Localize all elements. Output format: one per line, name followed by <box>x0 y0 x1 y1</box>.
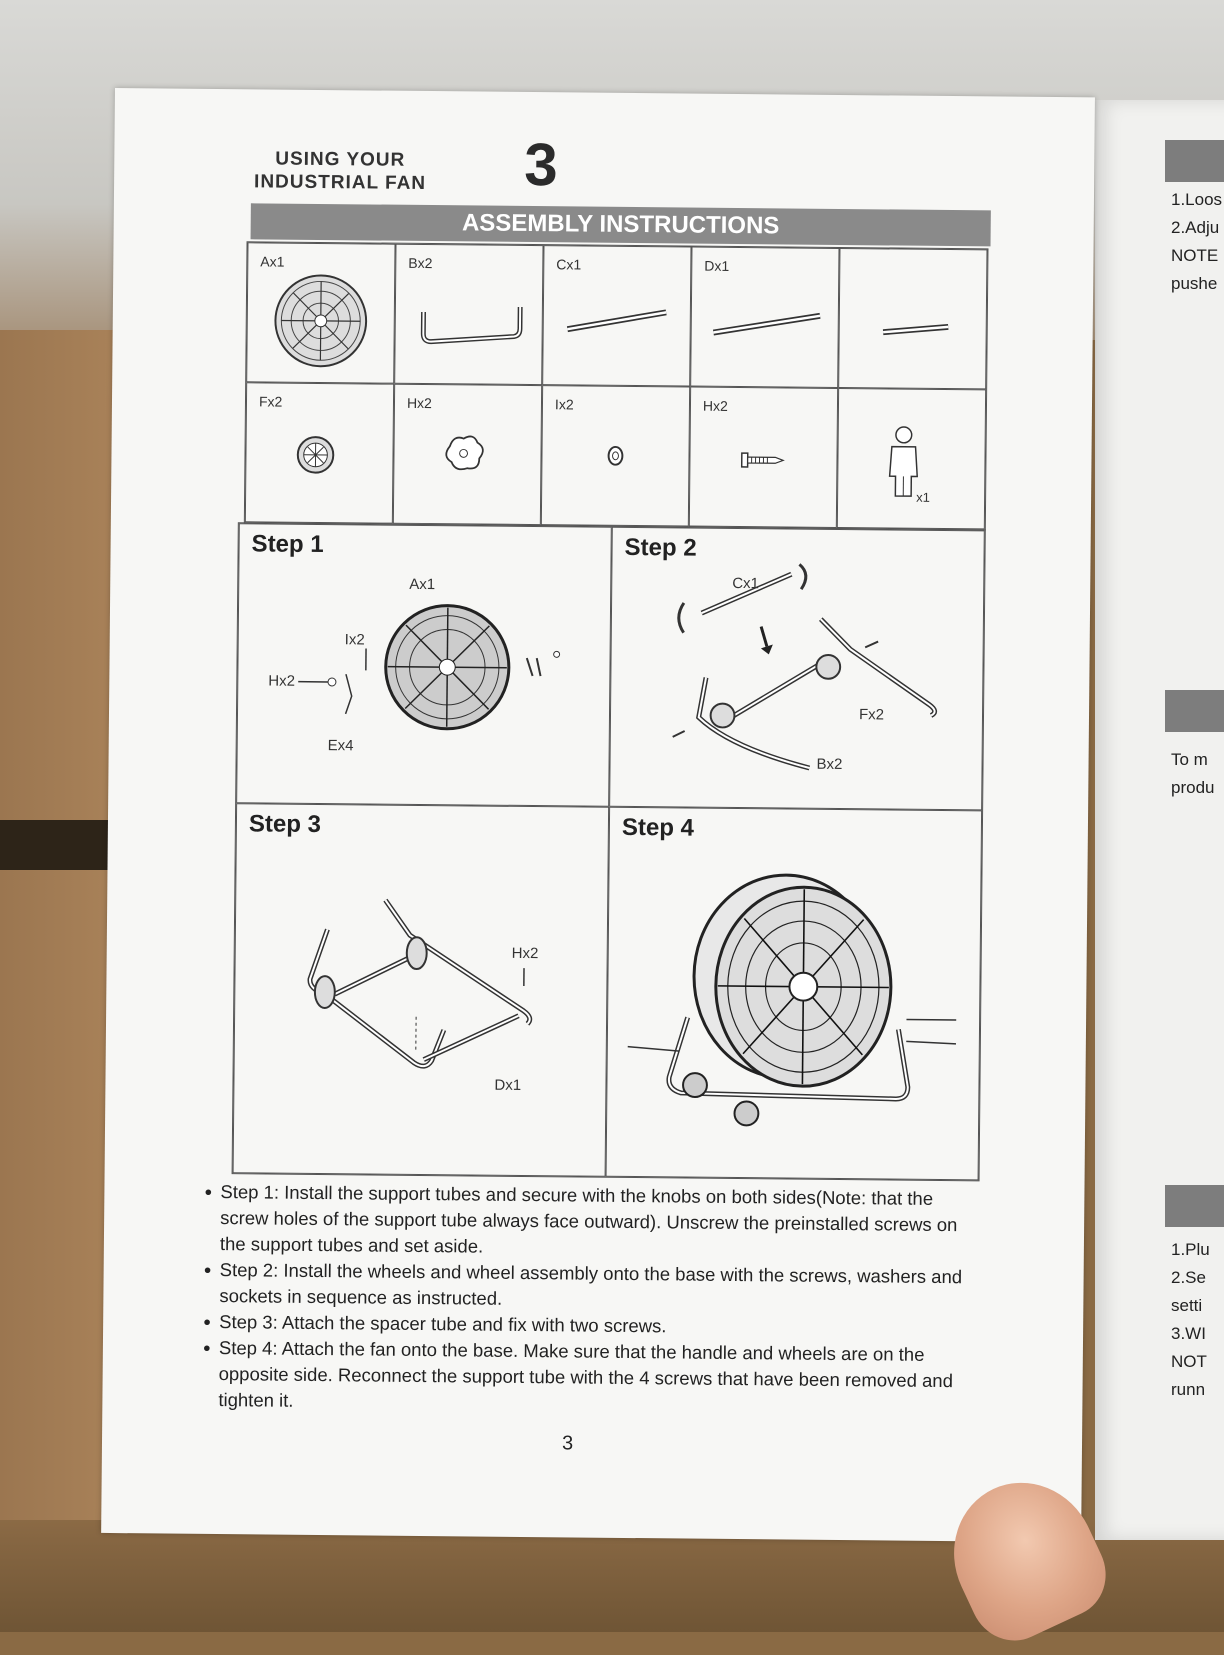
next-page-text: NOTE <box>1171 246 1218 266</box>
part-cell <box>689 387 838 528</box>
next-page-text: 1.Plu <box>1171 1240 1210 1260</box>
part-cell <box>394 244 543 385</box>
instruction-step-4: ● Step 4: Attach the fan onto the base. Make sure that the handle and wheels are on the opposite side. Reconnect the support tube with the 4 screws that have been removed and tighten it. <box>202 1335 983 1420</box>
step-2-label-cx1: Cx1 <box>732 575 759 592</box>
step-2-label-fx2: Fx2 <box>859 706 884 723</box>
next-page-text: 2.Se <box>1171 1268 1206 1288</box>
step-2-label-bx2: Bx2 <box>816 756 842 773</box>
part-cell <box>690 247 839 388</box>
step-1-title: Step 1 <box>251 530 323 559</box>
steps-grid <box>232 522 986 1181</box>
next-page-text: pushe <box>1171 274 1217 294</box>
part-cell <box>542 245 691 386</box>
knob-icon <box>394 385 541 524</box>
instruction-step-2: ● Step 2: Install the wheels and wheel assembly onto the base with the screws, washers and sockets in sequence as instructed. <box>203 1257 983 1316</box>
wheel-icon <box>246 383 393 522</box>
fan-head-icon <box>247 243 394 382</box>
step-2-title: Step 2 <box>624 534 696 563</box>
big-page-number: 3 <box>524 130 558 199</box>
next-page-text: 3.WI <box>1171 1324 1206 1344</box>
washer-icon <box>542 386 689 525</box>
footer-page-number: 3 <box>562 1432 573 1455</box>
section-title-line2: INDUSTRIAL FAN <box>254 170 426 195</box>
parts-table <box>244 241 989 530</box>
instructions-list <box>202 1179 984 1420</box>
step-1-label-ax1: Ax1 <box>409 576 435 593</box>
part-cell <box>541 385 690 526</box>
part-cell <box>245 382 394 523</box>
next-page-bar <box>1165 690 1224 732</box>
step-4-diagram <box>607 808 982 1180</box>
step-3-title: Step 3 <box>249 810 321 839</box>
next-page-bar <box>1165 140 1224 182</box>
next-page-text: produ <box>1171 778 1214 798</box>
part-label: Ax1 <box>260 253 284 269</box>
part-label: Hx2 <box>703 398 728 414</box>
step-1-diagram <box>237 524 611 806</box>
part-cell <box>246 242 395 383</box>
instruction-step-3: ● Step 3: Attach the spacer tube and fix with two screws. <box>203 1309 983 1342</box>
step-3-label-dx1: Dx1 <box>494 1077 521 1094</box>
step-4-panel <box>606 807 983 1181</box>
part-cell <box>393 384 542 525</box>
section-title-line1: USING YOUR <box>254 147 426 172</box>
next-page-text: runn <box>1171 1380 1205 1400</box>
part-cell <box>837 388 986 529</box>
step-2-panel <box>609 527 985 811</box>
step-1-label-ex4: Ex4 <box>328 737 354 754</box>
next-page-text: 2.Adju <box>1171 218 1219 238</box>
next-page-text: To m <box>1171 750 1208 770</box>
part-label: Ix2 <box>555 396 574 412</box>
part-label: Cx1 <box>556 256 581 272</box>
axle-tube-icon <box>543 246 690 385</box>
step-2-diagram <box>610 528 984 810</box>
person-count: x1 <box>916 490 930 505</box>
step-3-label-hx2: Hx2 <box>512 945 539 962</box>
next-page-text: NOT <box>1171 1352 1207 1372</box>
u-base-tube-icon <box>395 245 542 384</box>
person-icon <box>838 389 985 528</box>
instruction-step-1: ● Step 1: Install the support tubes and secure with the knobs on both sides(Note: that the screw holes of the support tube always face outward). Unscrew the preinstalled screws on the support tubes and set aside. <box>204 1179 985 1264</box>
part-label: Bx2 <box>408 255 432 271</box>
next-page-text: 1.Loos <box>1171 190 1222 210</box>
part-label: Dx1 <box>704 258 729 274</box>
manual-page <box>101 88 1095 1542</box>
next-page-bar <box>1165 1185 1224 1227</box>
step-1-label-ix2: Ix2 <box>345 631 365 648</box>
spacer-tube-icon <box>691 248 838 387</box>
step-3-diagram <box>234 804 609 1176</box>
section-title <box>254 147 426 195</box>
part-cell <box>838 248 987 389</box>
step-1-panel <box>236 523 612 807</box>
screw-icon <box>690 388 837 527</box>
step-1-label-hx2: Hx2 <box>268 672 295 689</box>
step-4-title: Step 4 <box>622 814 694 843</box>
support-tube-icon <box>839 249 986 388</box>
part-label: Hx2 <box>407 395 432 411</box>
next-page <box>1095 100 1224 1540</box>
step-3-panel <box>233 803 610 1177</box>
assembly-banner: ASSEMBLY INSTRUCTIONS <box>251 203 991 246</box>
part-label: Fx2 <box>259 393 282 409</box>
next-page-text: setti <box>1171 1296 1202 1316</box>
